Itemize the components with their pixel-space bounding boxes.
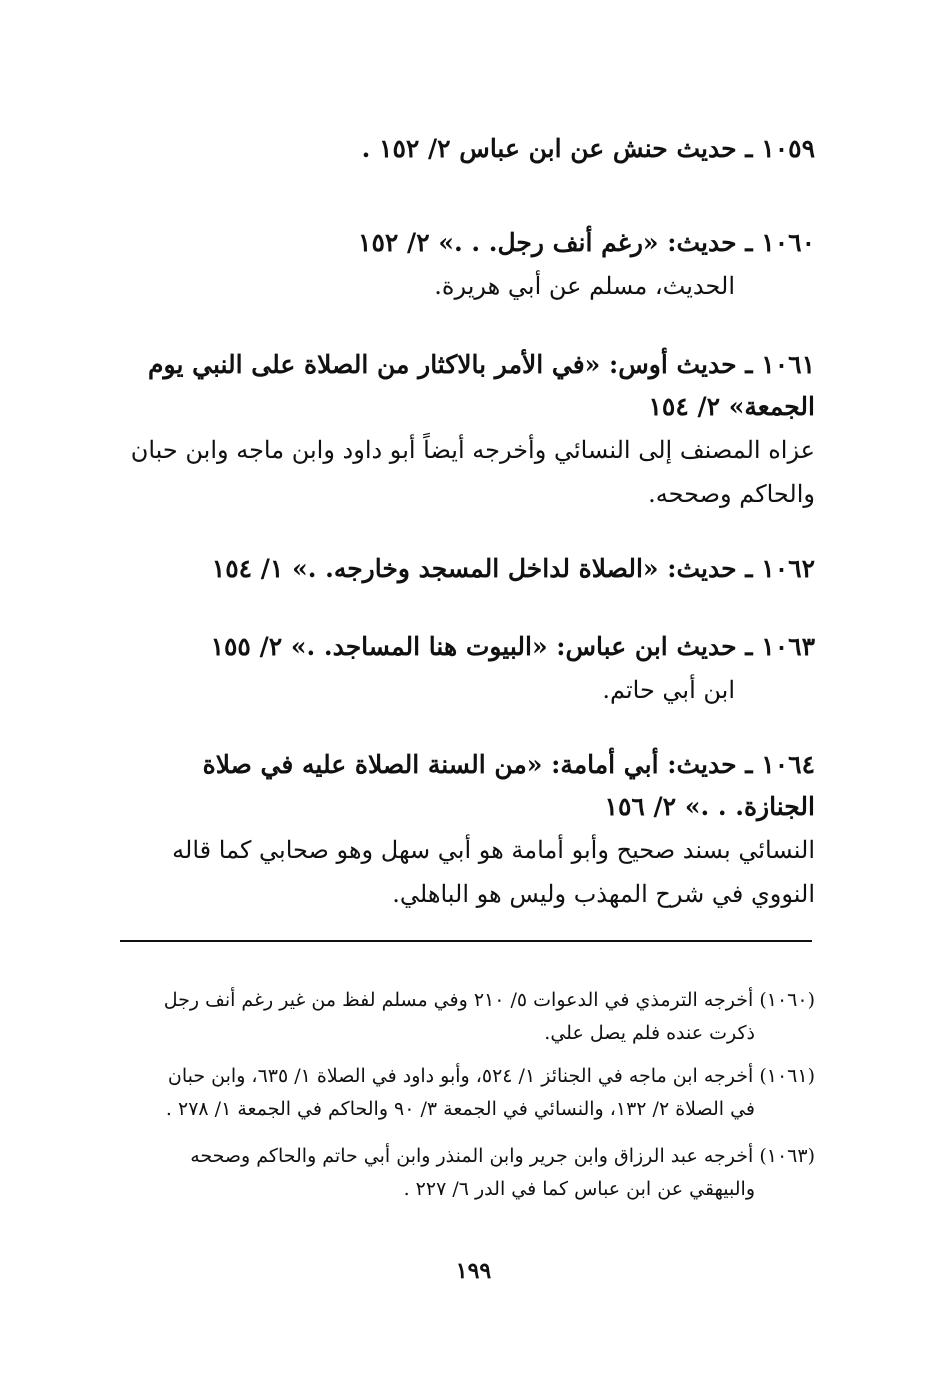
entry-heading: ١٠٦٠ ـ حديث: «رغم أنف رجل. . .» ٢/ ١٥٢ xyxy=(358,228,815,257)
footnote-divider xyxy=(120,940,812,942)
footnote-line: في الصلاة ٢/ ١٣٢، والنسائي في الجمعة ٣/ ٩٠ والحاكم في الجمعة ١/ ٢٧٨ . xyxy=(165,1098,755,1120)
entry-heading: ١٠٦٤ ـ حديث: أبي أمامة: «من السنة الصلاة عليه في صلاة الجنازة. . .» ٢/ ١٥٦ xyxy=(202,750,815,821)
entry-commentary: النسائي بسند صحيح وأبو أمامة هو أبي سهل وهو صحابي كما قاله النووي في شرح المهذب وليس هو الباهلي. xyxy=(172,836,815,908)
footnote-line: (١٠٦٣) أخرجه عبد الرزاق وابن جرير وابن المنذر وابن أبي حاتم والحاكم وصححه xyxy=(190,1145,815,1167)
footnote-1061 xyxy=(115,1060,815,1126)
hadith-entry-1063 xyxy=(115,626,815,712)
hadith-entry-1064 xyxy=(115,744,815,916)
entry-heading: ١٠٥٩ ـ حديث حنش عن ابن عباس ٢/ ١٥٢ . xyxy=(361,134,815,163)
hadith-entry-1060 xyxy=(115,222,815,308)
entry-heading: ١٠٦١ ـ حديث أوس: «في الأمر بالاكثار من الصلاة على النبي يوم الجمعة» ٢/ ١٥٤ xyxy=(148,350,815,421)
entry-commentary: عزاه المصنف إلى النسائي وأخرجه أيضاً أبو داود وابن ماجه وابن حبان والحاكم وصححه. xyxy=(130,436,815,508)
hadith-entry-1061 xyxy=(115,344,815,516)
footnote-1063 xyxy=(115,1140,815,1206)
hadith-entry-1062 xyxy=(115,548,815,590)
hadith-entry-1059 xyxy=(115,128,815,170)
footnote-line: ذكرت عنده فلم يصل علي. xyxy=(544,1022,755,1044)
footnote-line: والبيهقي عن ابن عباس كما في الدر ٦/ ٢٢٧ . xyxy=(403,1178,755,1200)
footnote-line: (١٠٦١) أخرجه ابن ماجه في الجنائز ١/ ٥٢٤، وأبو داود في الصلاة ١/ ٦٣٥، وابن حبان xyxy=(167,1065,815,1087)
footnote-line: (١٠٦٠) أخرجه الترمذي في الدعوات ٥/ ٢١٠ وفي مسلم لفظ من غير رغم أنف رجل xyxy=(163,989,815,1011)
entry-commentary: ابن أبي حاتم. xyxy=(602,676,735,704)
page-number: ١٩٩ xyxy=(455,1258,492,1284)
entry-commentary: الحديث، مسلم عن أبي هريرة. xyxy=(434,272,735,300)
entry-heading: ١٠٦٢ ـ حديث: «الصلاة لداخل المسجد وخارجه. .» ١/ ١٥٤ xyxy=(211,554,815,583)
footnote-1060 xyxy=(115,984,815,1050)
entry-heading: ١٠٦٣ ـ حديث ابن عباس: «البيوت هنا المساجد. .» ٢/ ١٥٥ xyxy=(210,632,815,661)
